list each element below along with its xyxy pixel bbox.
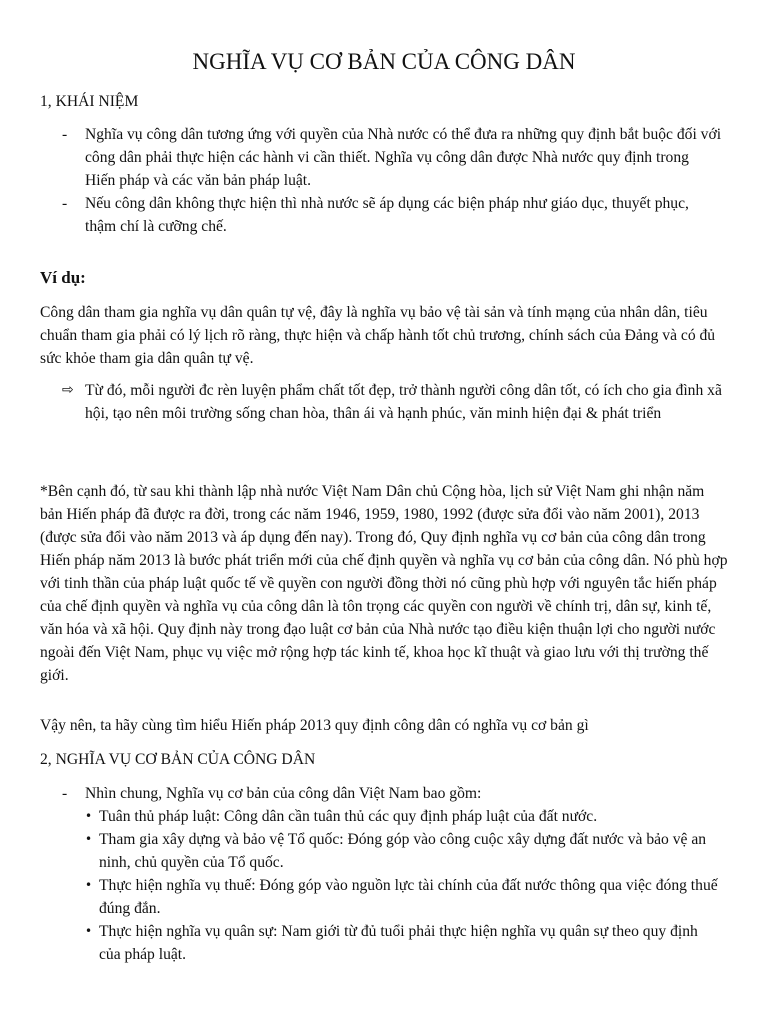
bullet-text: Tham gia xây dựng và bảo vệ Tổ quốc: Đóng góp vào công cuộc xây dựng đất nước và bảo vệ an ninh, chủ quyền của Tổ quốc. — [99, 831, 707, 871]
list-item-text: Nghĩa vụ công dân tương ứng với quyền của Nhà nước có thể đưa ra những quy định bắt buộc đối với công dân phải thực hiện các hành vi cần thiết. Nghĩa vụ công dân được Nhà nước quy định trong Hiến pháp và các văn bản pháp luật. — [85, 126, 722, 189]
list-item — [62, 192, 722, 238]
section-1-list — [62, 123, 722, 238]
document-title: NGHĨA VỤ CƠ BẢN CỦA CÔNG DÂN — [192, 49, 576, 74]
list-item — [85, 920, 722, 966]
list-item — [85, 828, 722, 874]
list-item — [85, 874, 722, 920]
section-1-heading: 1, KHÁI NIỆM — [40, 93, 139, 110]
bullet-icon: • — [85, 924, 93, 938]
duties-bullet-list — [85, 805, 722, 966]
arrow-right-icon: ⇨ — [62, 382, 74, 398]
dash-marker: - — [62, 126, 68, 143]
bullet-text: Tuân thủ pháp luật: Công dân cần tuân thủ các quy định pháp luật của đất nước. — [99, 808, 598, 825]
example-paragraph: Công dân tham gia nghĩa vụ dân quân tự vệ, đây là nghĩa vụ bảo vệ tài sản và tính mạng của nhân dân, tiêu chuẩn tham gia phải có lý lịch rõ ràng, thực hiện và chấp hành tốt chủ trương, chính sách của Đảng và có đủ sức khỏe tham gia dân quân tự vệ. — [40, 304, 716, 367]
list-item — [62, 123, 722, 192]
bullet-text: Thực hiện nghĩa vụ thuế: Đóng góp vào nguồn lực tài chính của đất nước thông qua việc đóng thuế đúng đắn. — [99, 877, 718, 917]
bullet-icon: • — [85, 832, 93, 846]
example-conclusion-text: Từ đó, mỗi người đc rèn luyện phẩm chất tốt đẹp, trở thành người công dân tốt, có ích cho gia đình xã hội, tạo nên môi trường sống chan hòa, thân ái và hạnh phúc, văn minh hiện đại & phát triển — [85, 382, 722, 422]
bullet-text: Thực hiện nghĩa vụ quân sự: Nam giới từ đủ tuổi phải thực hiện nghĩa vụ quân sự theo quy định của pháp luật. — [99, 923, 698, 963]
history-paragraph: *Bên cạnh đó, từ sau khi thành lập nhà nước Việt Nam Dân chủ Cộng hòa, lịch sử Việt Nam ghi nhận năm bản Hiến pháp đã được ra đời, trong các năm 1946, 1959, 1980, 1992 (được sửa đổi vào năm 2001), 2013 (được sửa đổi vào năm 2013 và áp dụng đến nay). Trong đó, Quy định nghĩa vụ cơ bản của công dân trong Hiến pháp năm 2013 là bước phát triển mới của chế định quyền và nghĩa vụ cơ bản của công dân. Nó phù hợp với tinh thần của pháp luật quốc tế về quyền con người đồng thời nó cũng phù hợp với nguyên tắc hiến pháp của chế định quyền và nghĩa vụ của công dân là tôn trọng các quyền con người về chính trị, dân sự, kinh tế, văn hóa và xã hội. Quy định này trong đạo luật cơ bản của Nhà nước tạo điều kiện thuận lợi cho người nước ngoài đến Việt Nam, phục vụ việc mở rộng hợp tác kinh tế, khoa học kĩ thuật và giao lưu với thị trường thế giới. — [40, 483, 728, 684]
dash-marker: - — [62, 195, 68, 212]
example-conclusion — [62, 379, 745, 425]
list-item-text: Nhìn chung, Nghĩa vụ cơ bản của công dân Việt Nam bao gồm: — [85, 785, 482, 802]
example-heading: Ví dụ: — [40, 268, 86, 287]
transition-paragraph: Vậy nên, ta hãy cùng tìm hiểu Hiến pháp 2013 quy định công dân có nghĩa vụ cơ bản gì — [40, 717, 589, 734]
dash-marker: - — [62, 785, 68, 802]
bullet-icon: • — [85, 809, 93, 823]
list-item — [62, 782, 722, 966]
section-2-heading: 2, NGHĨA VỤ CƠ BẢN CỦA CÔNG DÂN — [40, 751, 316, 768]
list-item — [85, 805, 722, 828]
bullet-icon: • — [85, 878, 93, 892]
section-2-list — [62, 782, 722, 966]
list-item-text: Nếu công dân không thực hiện thì nhà nước sẽ áp dụng các biện pháp như giáo dục, thuyết phục, thậm chí là cưỡng chế. — [85, 195, 689, 235]
